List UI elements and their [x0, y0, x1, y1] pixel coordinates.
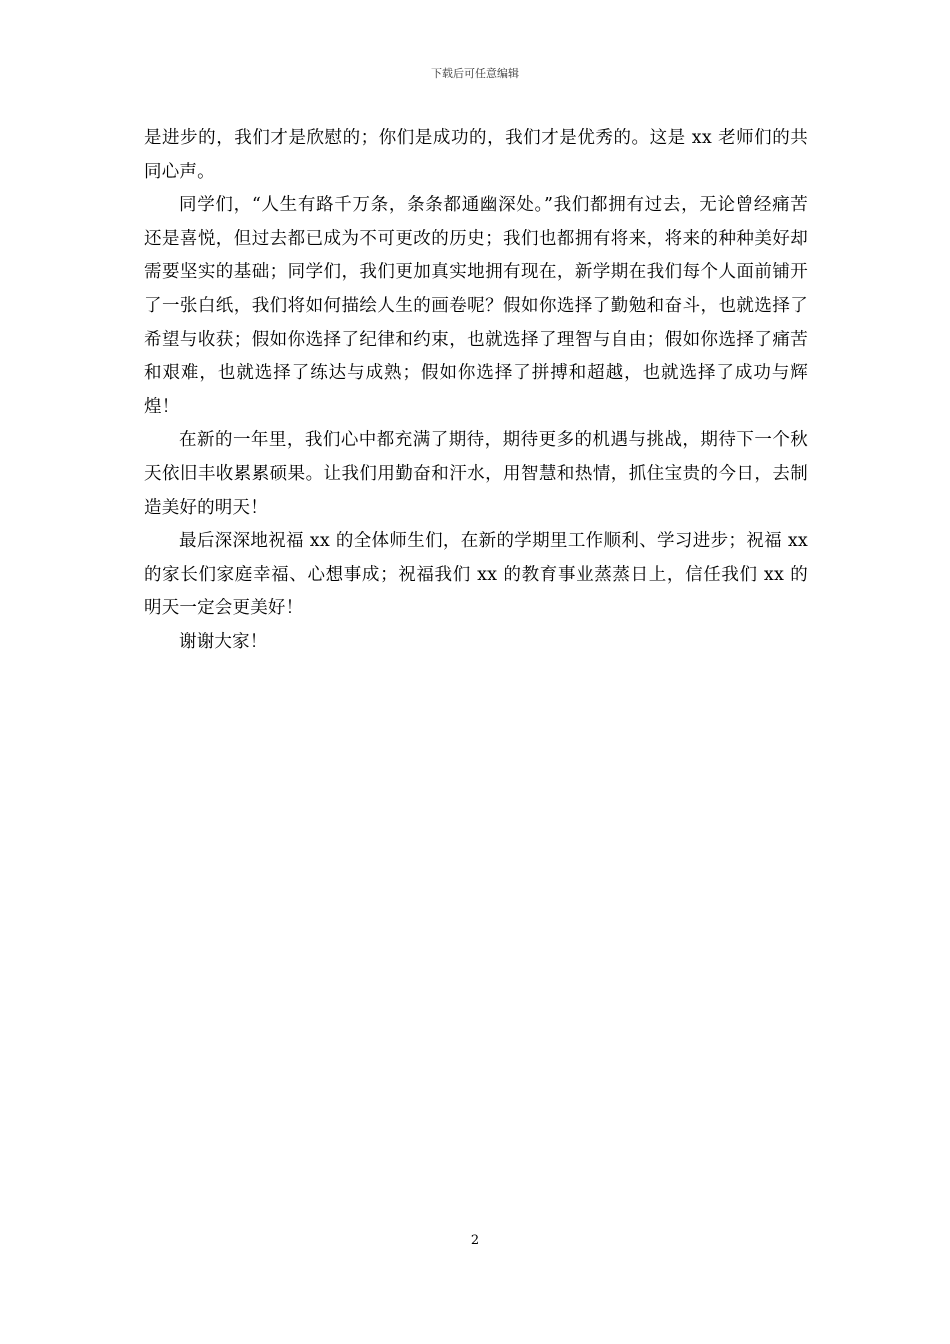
page-header: 下载后可任意编辑 [431, 67, 519, 80]
paragraph-thanks: 谢谢大家！ [179, 631, 268, 652]
page-number: 2 [470, 1233, 480, 1248]
paragraph-life-choices: 同学们，“人生有路千万条，条条都通幽深处。”我们都拥有过去，无论曾经痛苦还是喜悦，但过去都已成为不可更改的历史；我们也都拥有将来，将来的种种美好却需要坚实的基础；同学们，我们更加真实地拥有现在，新学期在我们每个人面前铺开了一张白纸，我们将如何描绘人生的画卷呢？假如你选择了勤勉和奋斗，也就选择了希望与收获；假如你选择了纪律和约束，也就选择了理智与自由；假如你选择了痛苦和艰难，也就选择了练达与成熟；假如你选择了拼搏和超越，也就选择了成功与辉煌！ [144, 195, 808, 417]
paragraph-continuation: 是进步的，我们才是欣慰的；你们是成功的，我们才是优秀的。这是 xx 老师们的共同心声。 [144, 128, 808, 182]
document-body [144, 122, 808, 660]
paragraph-blessings: 最后深深地祝福 xx 的全体师生们，在新的学期里工作顺利、学习进步；祝福 xx 的家长们家庭幸福、心想事成；祝福我们 xx 的教育事业蒸蒸日上，信任我们 xx 的明天一定会更美好！ [144, 531, 808, 619]
paragraph-new-year: 在新的一年里，我们心中都充满了期待，期待更多的机遇与挑战，期待下一个秋天依旧丰收累累硕果。让我们用勤奋和汗水，用智慧和热情，抓住宝贵的今日，去制造美好的明天！ [144, 430, 808, 518]
